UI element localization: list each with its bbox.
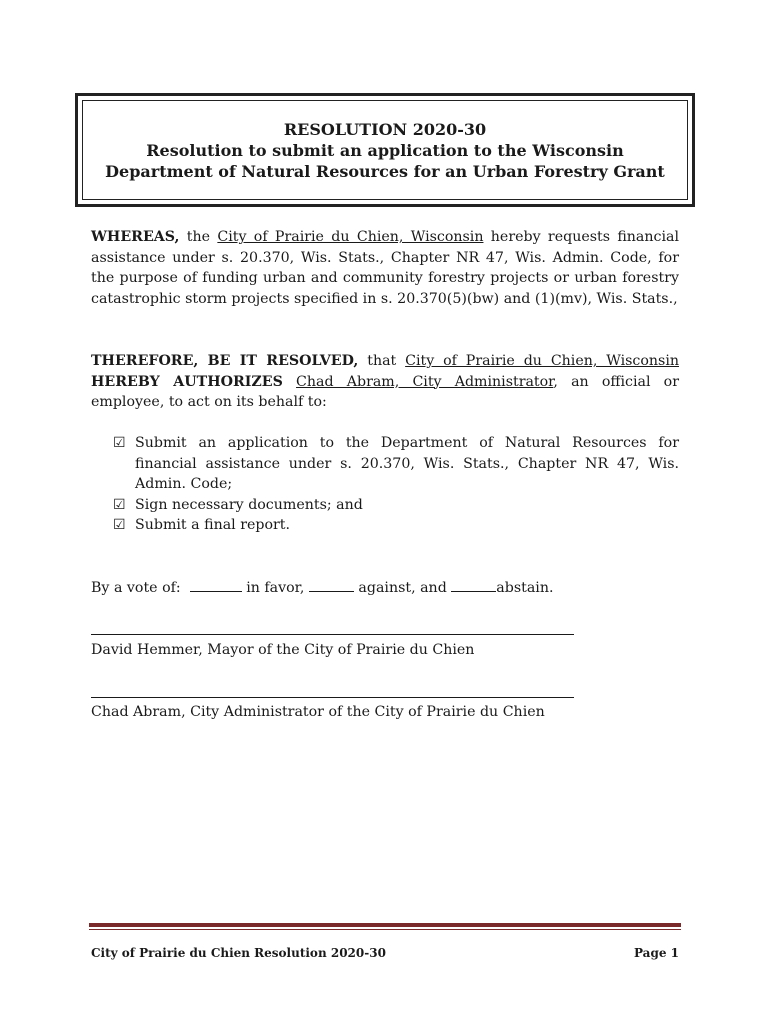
mayor-name: David Hemmer, Mayor of the City of Prairie du Chien <box>91 642 475 658</box>
list-item <box>113 515 679 536</box>
title-box <box>75 93 695 207</box>
vote-line <box>91 577 553 598</box>
checkbox-checked-icon: ☑ <box>113 435 126 451</box>
authorization-checklist <box>113 433 679 536</box>
vote-favor-label: in favor, <box>246 580 305 596</box>
mayor-signature-line[interactable] <box>91 634 574 635</box>
administrator-signature-line[interactable] <box>91 697 574 698</box>
vote-prefix: By a vote of: <box>91 580 181 596</box>
therefore-lead: THEREFORE, BE IT RESOLVED, <box>91 353 359 369</box>
whereas-paragraph <box>91 227 679 309</box>
against-blank[interactable] <box>309 577 354 592</box>
abstain-blank[interactable] <box>451 577 496 592</box>
therefore-body: , an official or employee, to act on its behalf to: <box>91 373 679 410</box>
list-item-text: Submit a final report. <box>135 517 291 533</box>
whereas-lead: WHEREAS, <box>91 229 180 245</box>
vote-against-label: against, and <box>358 580 447 596</box>
footer-rule <box>89 923 681 927</box>
checkbox-checked-icon: ☑ <box>113 517 126 533</box>
whereas-entity: City of Prairie du Chien, Wisconsin <box>217 229 484 245</box>
favor-blank[interactable] <box>190 577 242 592</box>
list-item <box>113 495 679 516</box>
title-inner-border <box>82 100 688 200</box>
vote-abstain-label: abstain. <box>496 580 554 596</box>
checkbox-checked-icon: ☑ <box>113 496 126 513</box>
resolution-number: RESOLUTION 2020-30 <box>283 119 487 139</box>
resolution-title-line-2: Department of Natural Resources for an Urban Forestry Grant <box>105 161 665 181</box>
footer-rule-thin <box>89 929 681 930</box>
therefore-pre: that <box>358 353 406 369</box>
authorizes-keyword: HEREBY AUTHORIZES <box>91 373 283 390</box>
whereas-pre: the <box>179 229 218 245</box>
authorized-official: Chad Abram, City Administrator <box>296 373 554 390</box>
therefore-entity: City of Prairie du Chien, Wisconsin <box>405 353 679 369</box>
whereas-body: hereby requests financial assistance under s. 20.370, Wis. Stats., Chapter NR 47, Wis. Admin. Code, for the purpose of funding urban and community forestry projects or urban forestry catastrophic storm projects specified in s. 20.370(5)(bw) and (1)(mv), Wis. Stats., <box>91 229 679 307</box>
list-item-text: Submit an application to the Department of Natural Resources for financial assistance under s. 20.370, Wis. Stats., Chapter NR 47, Wis. Admin. Code; <box>135 435 679 492</box>
resolution-title-line-1: Resolution to submit an application to the Wisconsin <box>146 140 624 160</box>
list-item-text: Sign necessary documents; and <box>135 496 363 513</box>
footer-document-title: City of Prairie du Chien Resolution 2020-30 <box>91 946 386 960</box>
list-item <box>113 433 679 495</box>
therefore-paragraph <box>91 351 679 413</box>
footer-page-number: Page 1 <box>633 946 679 960</box>
administrator-name: Chad Abram, City Administrator of the City of Prairie du Chien <box>91 704 545 720</box>
